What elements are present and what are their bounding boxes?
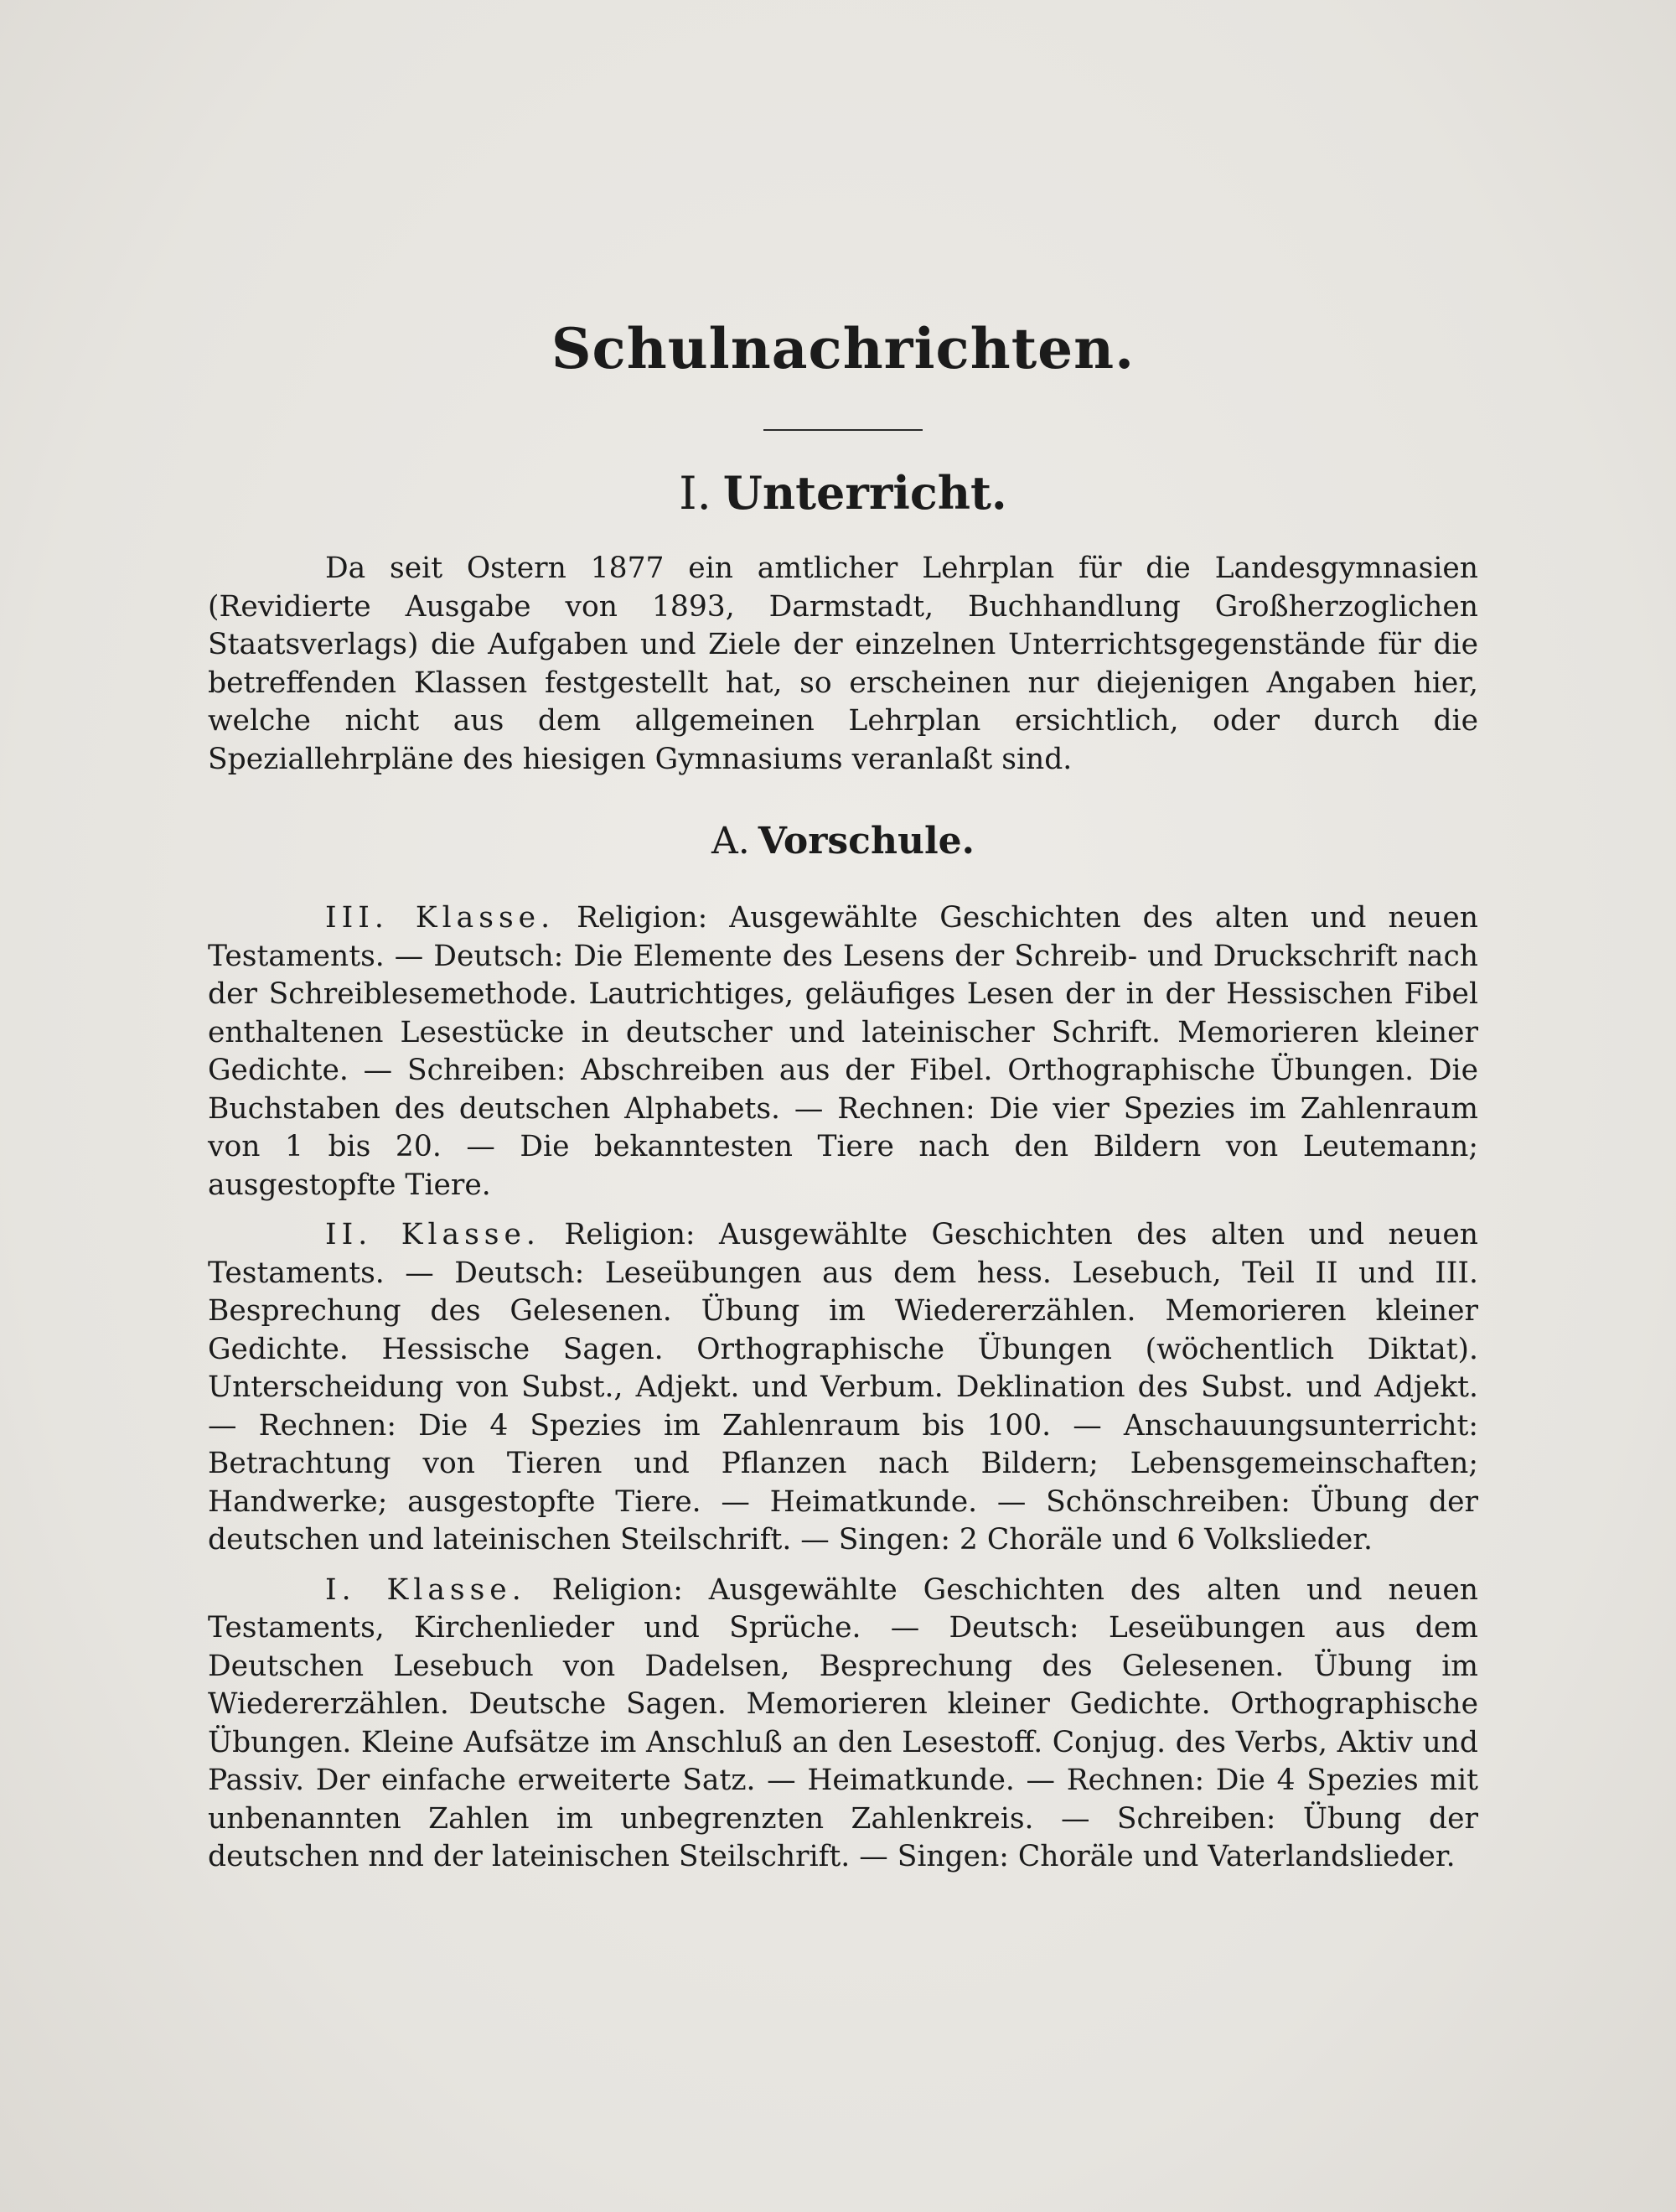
class-paragraph-ii — [208, 1216, 1478, 1560]
intro-paragraph: Da seit Ostern 1877 ein amtlicher Lehrplan für die Landesgymnasien (Revidierte Ausgabe von 1893, Darmstadt, Buchhandlung Großherzoglichen Staatsverlags) die Aufgaben und Ziele der einzelnen Unterrichtsgegenstände für die betreffenden Klassen festgestellt hat, so erscheinen nur diejenigen Angaben hier, welche nicht aus dem allgemeinen Lehrplan ersichtlich, oder durch die Speziallehrpläne des hiesigen Gymnasiums veranlaßt sind. — [208, 552, 1478, 776]
class-paragraph-i — [208, 1572, 1478, 1877]
section-heading — [208, 459, 1478, 526]
class-text: Religion: Ausgewählte Geschichten des alten und neuen Testaments. — Deutsch: Die Elemente des Lesens der Schreib- und Druckschrift nach der Schreiblesemethode. Lautrichtiges, geläufiges Lesen der in der Hessischen Fibel enthaltenen Lesestücke in deutscher und lateinischer Schrift. Memorieren kleiner Gedichte. — Schreiben: Abschreiben aus der Fibel. Orthographische Übungen. Die Buchstaben des deutschen Alphabets. — Rechnen: Die vier Spezies im Zahlenraum von 1 bis 20. — Die bekanntesten Tiere nach den Bildern von Leutemann; ausgestopfte Tiere. — [208, 901, 1478, 1202]
section-number: I. — [679, 467, 711, 520]
class-label: II. Klasse. — [325, 1218, 541, 1251]
class-label: I. Klasse. — [325, 1572, 526, 1607]
class-paragraph-iii — [208, 899, 1478, 1204]
class-label: III. Klasse. — [325, 901, 556, 935]
title-divider — [763, 429, 923, 431]
class-text: Religion: Ausgewählte Geschichten des alten und neuen Testaments. — Deutsch: Leseübungen aus dem hess. Lesebuch, Teil II und III. Besprechung des Gelesenen. Übung im Wiedererzählen. Memorieren kleiner Gedichte. Hessische Sagen. Orthographische Übungen (wöchentlich Diktat). Unterscheidung von Subst., Adjekt. und Verbum. Deklination des Subst. und Adjekt. — Rechnen: Die 4 Spezies im Zahlenraum bis 100. — Anschauungsunterricht: Betrachtung von Tieren und Pflanzen nach Bildern; Lebensgemeinschaften; Handwerke; ausgestopfte Tiere. — Heimatkunde. — Schönschreiben: Übung der deutschen und lateinischen Steilschrift. — Singen: 2 Choräle und 6 Volkslieder. — [208, 1218, 1479, 1557]
subsection-letter: A. — [711, 820, 750, 863]
class-text: Religion: Ausgewählte Geschichten des alten und neuen Testaments, Kirchenlieder und Sprüche. — Deutsch: Leseübungen aus dem Deutschen Lesebuch von Dadelsen, Besprechung des Gelesenen. Übung im Wiedererzählen. Deutsche Sagen. Memorieren kleiner Gedichte. Orthographische Übungen. Kleine Aufsätze im Anschluß an den Lesestoff. Conjug. des Verbs, Aktiv und Passiv. Der einfache erweiterte Satz. — Heimatkunde. — Rechnen: Die 4 Spezies mit unbenannten Zahlen im unbegrenzten Zahlenkreis. — Schreiben: Übung der deutschen nnd der lateinischen Steilschrift. — Singen: Choräle und Vaterlandslieder. — [208, 1572, 1479, 1873]
section-title: Unterricht. — [722, 466, 1007, 520]
subsection-title: Vorschule. — [758, 820, 975, 863]
page-title: Schulnachrichten. — [551, 316, 1135, 381]
text-column — [208, 285, 1478, 1877]
subsection-heading — [208, 812, 1478, 871]
